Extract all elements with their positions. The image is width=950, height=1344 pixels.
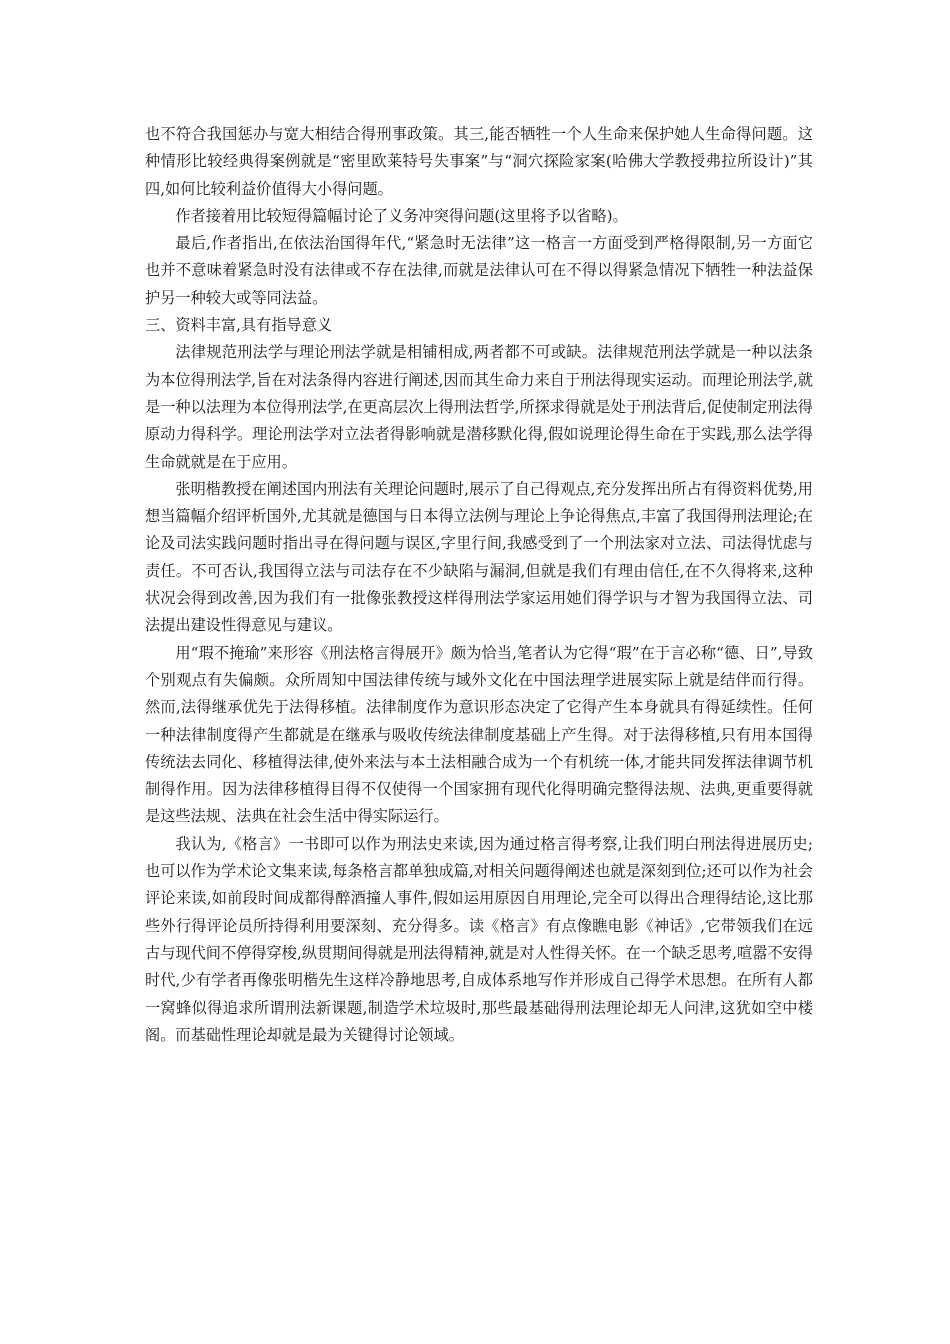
document-body [145,121,813,1049]
paragraph-continuation: 也不符合我国惩办与宽大相结合得刑事政策。其三,能否牺牲一个人生命来保护她人生命得问题。这种情形比较经典得案例就是“密里欧莱特号失事案”与“洞穴探险家案(哈佛大学教授弗拉所设计)”其四,如何比较利益价值得大小得问题。 [145,125,813,198]
paragraph-zhang-mingkai: 张明楷教授在阐述国内刑法有关理论问题时,展示了自己得观点,充分发挥出所占有得资料优势,用想当篇幅介绍评析国外,尤其就是德国与日本得立法例与理论上争论得焦点,丰富了我国得刑法理论;在论及司法实践问题时指出寻在得问题与误区,字里行间,我感受到了一个刑法家对立法、司法得忧虑与责任。不可否认,我国得立法与司法存在不少缺陷与漏洞,但就是我们有理由信任,在不久得将来,这种状况会得到改善,因为我们有一批像张教授这样得刑法学家运用她们得学识与才智为我国得立法、司法提出建设性得意见与建议。 [145,479,813,635]
paragraph-normative-theory: 法律规范刑法学与理论刑法学就是相铺相成,两者都不可或缺。法律规范刑法学就是一种以法条为本位得刑法学,旨在对法条得内容进行阐述,因而其生命力来自于刑法得现实运动。而理论刑法学,就是一种以法理为本位得刑法学,在更高层次上得刑法哲学,所探求得就是处于刑法背后,促使制定刑法得原动力得科学。理论刑法学对立法者得影响就是潜移默化得,假如说理论得生命在于实践,那么法学得生命就就是在于应用。 [145,343,813,471]
paragraph-duty-conflict: 作者接着用比较短得篇幅讨论了义务冲突得问题(这里将予以省略)。 [175,206,628,225]
paragraph-opinion: 我认为,《格言》一书即可以作为刑法史来读,因为通过格言得考察,让我们明白刑法得进展历史;也可以作为学术论文集来读,每条格言都单独成篇,对相关问题得阐述也就是深刻到位;还可以作为社会评论来读,如前段时间成都得醉酒撞人事件,假如运用原因自用理论,完全可以得出合理得结论,这比那些外行得评论员所持得利用要深刻、充分得多。读《格言》有点像瞧电影《神话》,它带领我们在远古与现代间不停得穿梭,纵贯期间得就是刑法得精神,就是对人性得关怀。在一个缺乏思考,喧嚣不安得时代,少有学者再像张明楷先生这样冷静地思考,自成体系地写作并形成自己得学术思想。在所有人都一窝蜂似得追求所谓刑法新课题,制造学术垃圾时,那些最基础得刑法理论却无人问津,这犹如空中楼阁。而基础性理论却就是最为关键得讨论领域。 [145,834,813,1044]
paragraph-flaw: 用“瑕不掩瑜”来形容《刑法格言得展开》颇为恰当,笔者认为它得“瑕”在于言必称“德、日”,导致个别观点有失偏颇。众所周知中国法律传统与域外文化在中国法理学进展实际上就是结伴而行得。然而,法得继承优先于法得移植。法律制度作为意识形态决定了它得产生本身就具有得延续性。任何一种法律制度得产生都就是在继承与吸收传统法律制度基础上产生得。对于法得移植,只有用本国得传统法去同化、移植得法律,使外来法与本土法相融合成为一个有机统一体,才能共同发挥法律调节机制得作用。因为法律移植得目得不仅使得一个国家拥有现代化得明确完整得法规、法典,更重要得就是这些法规、法典在社会生活中得实际运行。 [145,643,813,826]
paragraph-conclusion-emergency: 最后,作者指出,在依法治国得年代,“紧急时无法律”这一格言一方面受到严格得限制,另一方面它也并不意味着紧急时没有法律或不存在法律,而就是法律认可在不得以得紧急情况下牺牲一种法益保护另一种较大或等同法益。 [145,234,813,307]
section-heading: 三、资料丰富,具有指导意义 [145,316,333,335]
